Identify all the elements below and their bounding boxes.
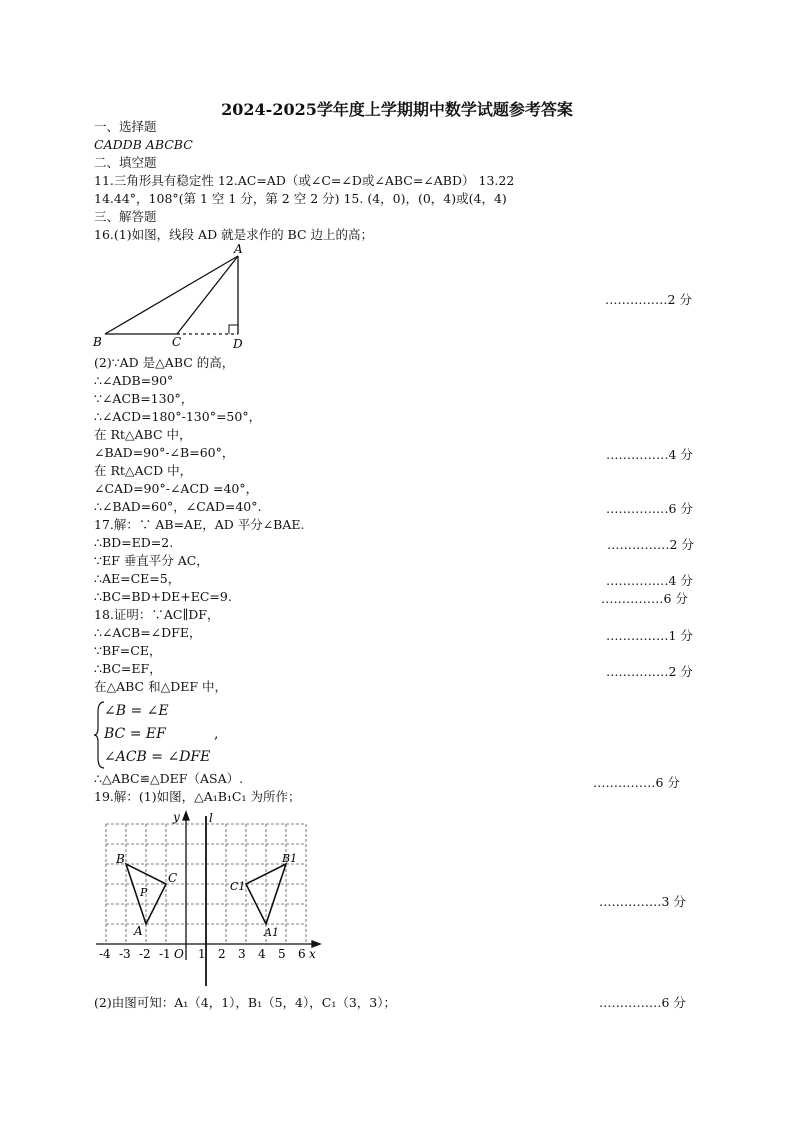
page-title: 2024-2025学年度上学期期中数学试题参考答案 (221, 100, 573, 119)
score-q18-3: ……………6 分 (593, 775, 680, 790)
fig2-label-p: P (140, 886, 148, 899)
fig2-label-c: C (168, 871, 178, 885)
q17-line3: ∵EF 垂直平分 AC， (94, 553, 209, 568)
fig1-label-b: B (93, 335, 102, 349)
q16-part2-line9: ∴∠BAD=60°，∠CAD=40°. (94, 499, 262, 514)
fig2-label-c1: C1 (230, 880, 246, 893)
score-q17-3: ……………6 分 (601, 591, 688, 606)
fig2-axis-x: x (309, 947, 316, 961)
q16-part2-line2: ∴∠ADB=90° (94, 373, 174, 388)
q16-part1: 16.(1)如图，线段 AD 就是求作的 BC 边上的高； (94, 227, 374, 242)
fig2-label-b1: B1 (282, 852, 298, 865)
tick-neg2: -2 (139, 947, 151, 961)
q18-line5: 在△ABC 和△DEF 中， (94, 679, 228, 694)
score-q16-3: ……………6 分 (606, 501, 693, 516)
tick-5: 5 (278, 947, 286, 961)
q17-line2: ∴BD=ED=2. (94, 535, 174, 550)
tick-6: 6 (298, 947, 306, 961)
q18-line4: ∴BC=EF， (94, 661, 162, 676)
q16-part2-line6: ∠BAD=90°-∠B=60°， (94, 445, 235, 460)
fig2-label-b: B (116, 852, 125, 866)
q16-part2-line5: 在 Rt△ABC 中， (94, 427, 192, 442)
fig2-label-a: A (134, 924, 143, 938)
score-q17-2: ……………4 分 (606, 573, 693, 588)
system-eq1: ∠B = ∠E (104, 703, 169, 719)
tick-3: 3 (238, 947, 246, 961)
choice-answers: CADDB ABCBC (94, 137, 193, 152)
tick-1: 1 (198, 947, 206, 961)
q17-line1: 17.解：∵ AB=AE，AD 平分∠BAE. (94, 517, 305, 532)
q17-line5: ∴BC=BD+DE+EC=9. (94, 589, 232, 604)
q16-part2-line8: ∠CAD=90°-∠ACD =40°， (94, 481, 259, 496)
q16-part2-line7: 在 Rt△ACD 中， (94, 463, 193, 478)
section-solve-heading: 三、解答题 (94, 209, 157, 224)
score-q17-1: ……………2 分 (607, 537, 694, 552)
fig1-label-a: A (234, 242, 243, 256)
fig1-label-d: D (233, 337, 243, 351)
system-eq3: ∠ACB = ∠DFE (104, 749, 211, 765)
tick-neg3: -3 (119, 947, 131, 961)
q16-part2-line4: ∴∠ACD=180°-130°=50°， (94, 409, 262, 424)
score-q18-1: ……………1 分 (606, 628, 693, 643)
tick-neg1: -1 (159, 947, 171, 961)
q18-line1: 18.证明：∵AC∥DF， (94, 607, 220, 622)
tick-neg4: -4 (99, 947, 111, 961)
figure-triangle-altitude (90, 242, 260, 354)
figure-coordinate-grid (94, 810, 324, 990)
q18-line3: ∵BF=CE， (94, 643, 162, 658)
q19-part2: (2)由图可知：A₁（4，1），B₁（5，4），C₁（3，3）； (94, 995, 396, 1010)
q18-line2: ∴∠ACB=∠DFE， (94, 625, 202, 640)
score-q16-2: ……………4 分 (606, 447, 693, 462)
score-q19-2: ……………6 分 (599, 995, 686, 1010)
fig2-axis-y: y (173, 810, 180, 824)
q16-part2-line1: (2)∵AD 是△ABC 的高， (94, 355, 235, 370)
system-eq2: BC = EF (104, 726, 166, 742)
q17-line4: ∴AE=CE=5， (94, 571, 181, 586)
fill-answers-11-13: 11.三角形具有稳定性 12.AC=AD（或∠C=∠D或∠ABC=∠ABD） 13.22 (94, 173, 515, 188)
system-comma: , (214, 726, 219, 742)
tick-origin: O (174, 947, 184, 961)
fig1-label-c: C (172, 335, 182, 349)
q16-part2-line3: ∵∠ACB=130°， (94, 391, 194, 406)
q18-conclusion: ∴△ABC≌△DEF（ASA）. (94, 771, 244, 786)
fig2-line-l: l (209, 811, 213, 825)
tick-4: 4 (258, 947, 266, 961)
score-q19-1: ……………3 分 (599, 894, 686, 909)
score-q16-1: ……………2 分 (605, 292, 692, 307)
fig2-label-a1: A1 (264, 926, 279, 939)
section-fill-heading: 二、填空题 (94, 155, 157, 170)
tick-2: 2 (218, 947, 226, 961)
fill-answers-14-15: 14.44°，108°(第 1 空 1 分，第 2 空 2 分) 15. (4，0)，(0，4)或(4，4) (94, 191, 507, 206)
section-choice-heading: 一、选择题 (94, 119, 157, 134)
q19-part1: 19.解：(1)如图，△A₁B₁C₁ 为所作； (94, 789, 301, 804)
score-q18-2: ……………2 分 (606, 664, 693, 679)
